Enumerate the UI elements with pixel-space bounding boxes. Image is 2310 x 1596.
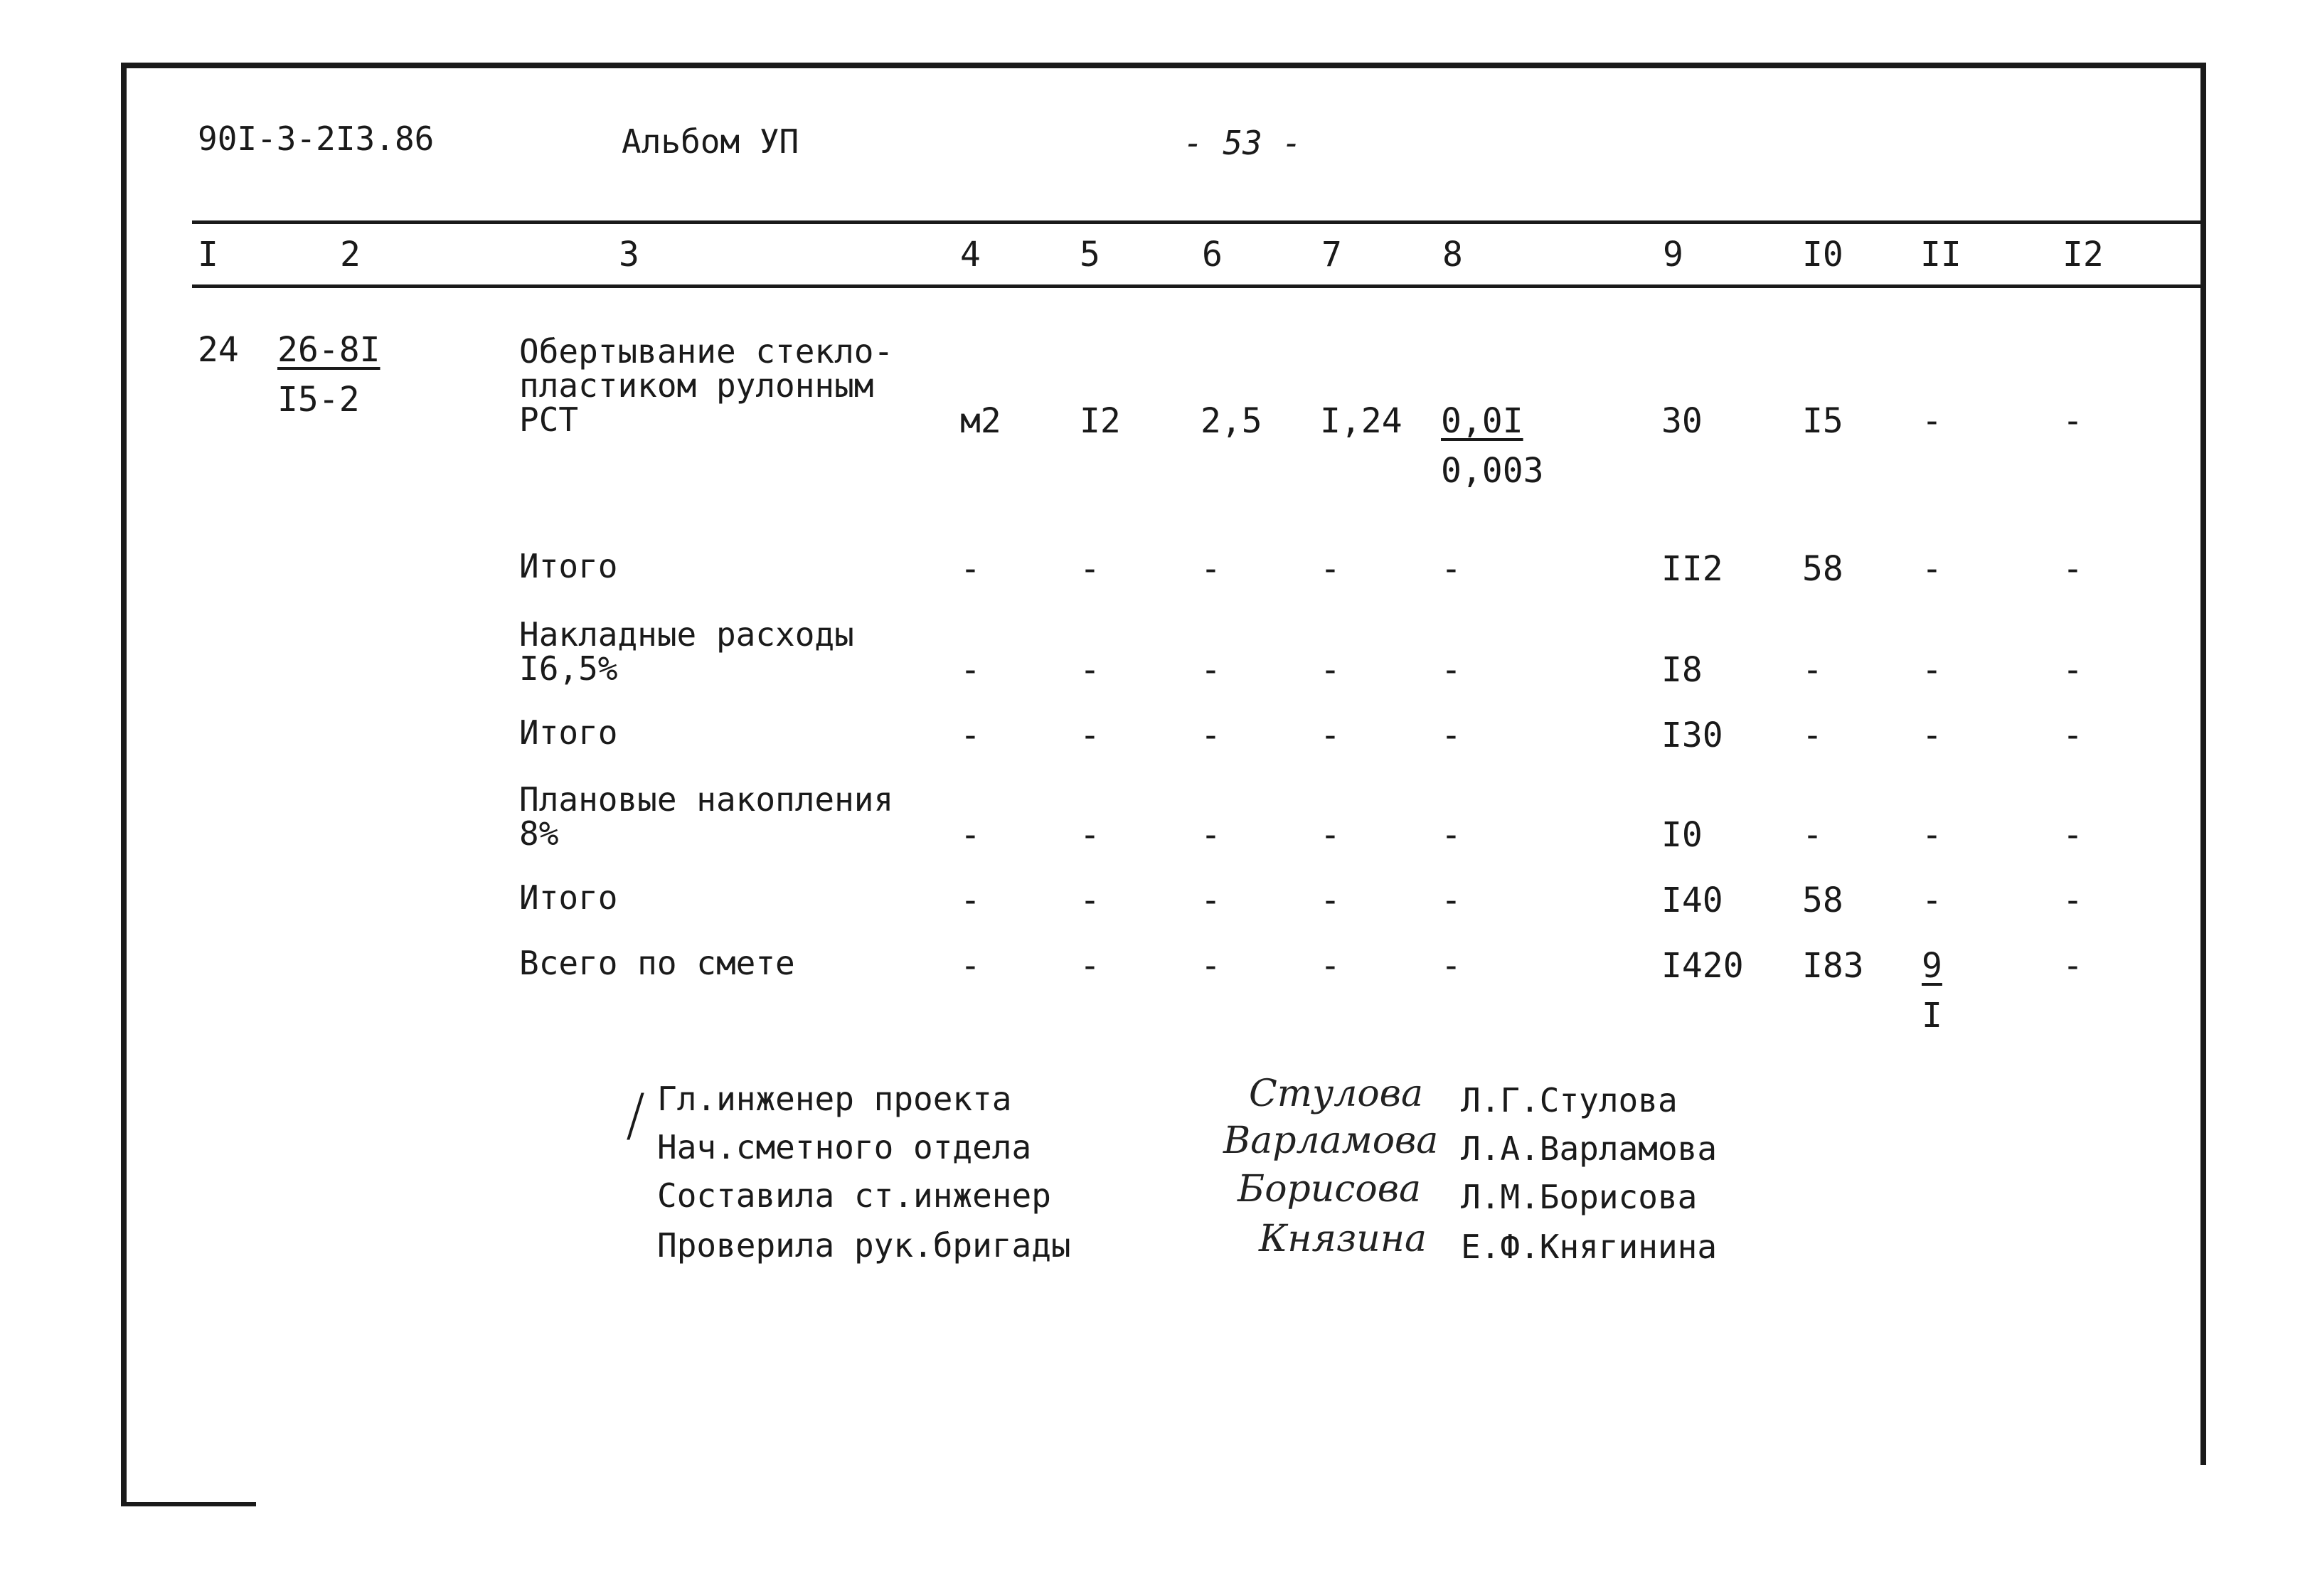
row-cell: - <box>2062 549 2083 589</box>
signature-role: Нач.сметного отдела <box>657 1128 1032 1166</box>
col-num-1: I <box>198 235 218 275</box>
signature-role: Гл.инженер проекта <box>657 1080 1012 1118</box>
item-col11: - <box>1922 401 1942 441</box>
row-cell: - <box>1201 549 1221 589</box>
row-label: Итого <box>519 547 618 585</box>
row-cell: - <box>1441 715 1462 755</box>
frame-top-border <box>121 63 2206 68</box>
item-col10: I5 <box>1802 401 1843 441</box>
row-cell: - <box>1320 946 1341 986</box>
row-cell: - <box>1922 815 1942 855</box>
row-cell: - <box>1441 946 1462 986</box>
col-num-6: 6 <box>1202 235 1223 275</box>
item-description-line: пластиком рулонным <box>519 366 874 405</box>
signature-role: Составила ст.инженер <box>657 1176 1051 1215</box>
row-cell: - <box>2062 881 2083 920</box>
row-cell: - <box>1201 815 1221 855</box>
row-cell-bottom: I <box>1922 996 1942 1036</box>
col-num-7: 7 <box>1321 235 1342 275</box>
handwritten-signature: Стулова <box>1249 1073 1423 1115</box>
item-description-line: РСТ <box>519 400 579 439</box>
row-cell: - <box>1922 549 1942 589</box>
row-cell: - <box>1080 650 1100 690</box>
item-col8-bottom: 0,003 <box>1441 451 1544 491</box>
row-cell: 58 <box>1802 881 1843 920</box>
row-cell: - <box>960 815 981 855</box>
row-cell: - <box>1441 881 1462 920</box>
row-label: Итого <box>519 878 618 917</box>
row-cell: - <box>1320 881 1341 920</box>
row-cell: - <box>1080 549 1100 589</box>
item-col12: - <box>2062 401 2083 441</box>
row-label-line: I6,5% <box>519 649 618 688</box>
row-cell: - <box>1201 881 1221 920</box>
row-cell: - <box>1441 650 1462 690</box>
row-cell: - <box>2062 715 2083 755</box>
item-col5: I2 <box>1080 401 1121 441</box>
item-number: 24 <box>198 330 239 370</box>
row-cell: - <box>1320 815 1341 855</box>
col-num-9: 9 <box>1663 235 1683 275</box>
item-description-line: Обертывание стекло- <box>519 332 894 371</box>
row-cell: - <box>2062 815 2083 855</box>
signatory-name: Е.Ф.Княгинина <box>1461 1228 1718 1266</box>
row-label: Всего по смете <box>519 944 795 982</box>
item-col7: I,24 <box>1320 401 1402 441</box>
row-cell: - <box>960 715 981 755</box>
table-header-bottom-rule <box>192 284 2206 288</box>
row-cell: - <box>1080 815 1100 855</box>
row-cell: II2 <box>1661 549 1723 589</box>
row-cell: I83 <box>1802 946 1864 986</box>
row-cell: - <box>1201 946 1221 986</box>
row-cell: I40 <box>1661 881 1723 920</box>
row-label <box>519 617 854 686</box>
col-num-8: 8 <box>1442 235 1463 275</box>
col-num-3: 3 <box>619 235 639 275</box>
row-cell: - <box>1802 815 1823 855</box>
row-cell: - <box>1320 650 1341 690</box>
item-description <box>519 334 893 437</box>
row-cell: - <box>2062 946 2083 986</box>
album-title: Альбом УП <box>622 122 799 161</box>
row-cell: - <box>1080 946 1100 986</box>
row-cell: - <box>1922 715 1942 755</box>
row-cell: - <box>1201 715 1221 755</box>
doc-code: 90I-3-2I3.86 <box>198 119 435 158</box>
frame-right-border <box>2200 63 2206 1465</box>
row-cell: - <box>1922 881 1942 920</box>
row-label-line: Плановые накопления <box>519 780 894 819</box>
row-cell: I420 <box>1661 946 1744 986</box>
row-label-line: Накладные расходы <box>519 615 854 654</box>
row-cell: - <box>1320 715 1341 755</box>
item-col9: 30 <box>1661 401 1703 441</box>
signature-role: Проверила рук.бригады <box>657 1226 1071 1265</box>
signatory-name: Л.А.Варламова <box>1461 1129 1718 1168</box>
row-cell: - <box>1080 881 1100 920</box>
col-num-4: 4 <box>960 235 981 275</box>
col-num-5: 5 <box>1080 235 1100 275</box>
row-cell: - <box>1441 549 1462 589</box>
row-cell: I0 <box>1661 815 1703 855</box>
row-label-line: 8% <box>519 814 559 853</box>
row-cell: - <box>960 650 981 690</box>
row-cell: I8 <box>1661 650 1703 690</box>
margin-slash-mark: / <box>626 1082 645 1148</box>
row-cell: - <box>960 946 981 986</box>
item-code-bottom: I5-2 <box>277 380 360 420</box>
row-cell: - <box>1802 715 1823 755</box>
row-label: Итого <box>519 713 618 752</box>
item-code-top: 26-8I <box>277 330 380 370</box>
col-num-12: I2 <box>2062 235 2104 275</box>
row-cell: - <box>1441 815 1462 855</box>
row-cell: - <box>1802 650 1823 690</box>
row-cell: - <box>1201 650 1221 690</box>
col-num-2: 2 <box>340 235 361 275</box>
handwritten-signature: Варламова <box>1223 1119 1439 1162</box>
row-cell: 58 <box>1802 549 1843 589</box>
row-label <box>519 782 893 851</box>
row-cell: - <box>1320 549 1341 589</box>
row-cell: - <box>960 549 981 589</box>
item-unit: м2 <box>960 401 1001 441</box>
table-header-top-rule <box>192 220 2206 224</box>
row-cell: - <box>1080 715 1100 755</box>
signatory-name: Л.Г.Стулова <box>1461 1081 1678 1119</box>
row-cell: - <box>960 881 981 920</box>
row-cell: - <box>1922 650 1942 690</box>
frame-bottom-stub <box>121 1502 256 1506</box>
row-cell: - <box>2062 650 2083 690</box>
handwritten-signature: Борисова <box>1238 1168 1421 1211</box>
row-cell: I30 <box>1661 715 1723 755</box>
col-num-11: II <box>1920 235 1962 275</box>
handwritten-signature: Князина <box>1259 1218 1427 1260</box>
signatory-name: Л.М.Борисова <box>1461 1178 1698 1216</box>
row-cell-top: 9 <box>1922 946 1942 986</box>
item-col8-top: 0,0I <box>1441 401 1523 441</box>
frame-left-border <box>121 63 127 1506</box>
col-num-10: I0 <box>1802 235 1843 275</box>
page-number: - 53 - <box>1183 124 1302 162</box>
item-col6: 2,5 <box>1201 401 1262 441</box>
